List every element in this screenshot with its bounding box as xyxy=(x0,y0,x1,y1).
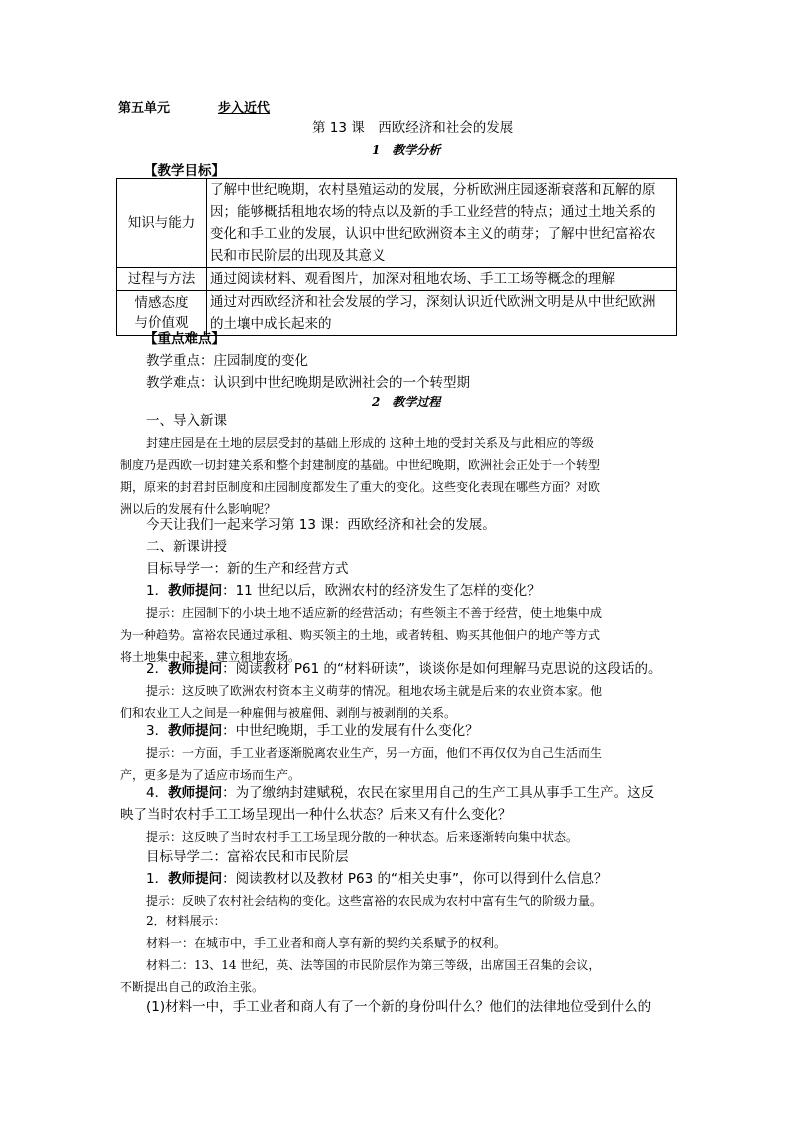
intro-line: 洲以后的发展有什么影响呢？ xyxy=(120,502,277,516)
goal-value-line: 民和市民阶层的出现及其意义 xyxy=(210,248,386,264)
answer-line: 提示：反映了农村社会结构的变化。这些富裕的农民成为农村中富有生气的阶级力量。 xyxy=(146,894,603,908)
table-row xyxy=(117,268,677,291)
difficult-point: 教学难点：认识到中世纪晚期是欧洲社会的一个转型期 xyxy=(146,375,470,391)
goal-key: 知识与能力 xyxy=(117,179,207,268)
goals-heading: 【教学目标】 xyxy=(144,163,225,179)
answer-line: 提示：这反映了欧洲农村资本主义萌芽的情况。租地农场主就是后来的农业资本家。他 xyxy=(146,684,603,698)
intro-line: 期，原来的封君封臣制度和庄园制度都发生了重大的变化。这些变化表现在哪些方面？对欧 xyxy=(120,480,601,494)
question-3 xyxy=(146,720,479,742)
material-two-line: 不断提出自己的政治主张。 xyxy=(120,980,265,994)
goal-value-line: 通过阅读材料、观看图片，加深对租地农场、手工工场等概念的理解 xyxy=(210,271,615,287)
section-analysis: 1 教学分析 xyxy=(372,143,441,157)
intro-line: 封建庄园是在土地的层层受封的基础上形成的 这种土地的受封关系及与此相应的等级 xyxy=(146,436,594,450)
intro-line: 制度乃是西欧一切封建关系和整个封建制度的基础。中世纪晚期，欧洲社会正处于一个转型 xyxy=(120,458,601,472)
lesson-title: 第 13 课 西欧经济和社会的发展 xyxy=(312,120,514,136)
goal-value-line: 变化和手工业的发展，认识中世纪欧洲资本主义的萌芽；了解中世纪富裕农 xyxy=(210,226,656,242)
question-text: ：阅读教材以及教材 P63 的“相关史事”，你可以得到什么信息？ xyxy=(222,871,608,887)
goal-value xyxy=(207,291,677,336)
question-label: 教师提问 xyxy=(168,785,223,801)
goal-key: 过程与方法 xyxy=(117,268,207,291)
goal-value-line: 了解中世纪晚期，农村垦殖运动的发展，分析欧洲庄园逐渐衰落和瓦解的原 xyxy=(210,182,656,198)
guide-one: 目标导学一：新的生产和经营方式 xyxy=(146,561,349,577)
question-1 xyxy=(146,580,541,602)
answer-line: 提示：一方面，手工业者逐渐脱离农业生产，另一方面，他们不再仅仅为自己生活而生 xyxy=(146,746,603,760)
material-show: 2．材料展示： xyxy=(146,914,226,928)
answer-line: 产，更多是为了适应市场而生产。 xyxy=(120,768,301,782)
intro-heading: 一、导入新课 xyxy=(146,413,227,429)
question-label: 教师提问 xyxy=(168,871,223,887)
answer-line: 提示：这反映了当时农村手工工场呈现分散的一种状态。后来逐渐转向集中状态。 xyxy=(146,830,579,844)
goal-value-line: 的土壤中成长起来的 xyxy=(210,316,332,332)
question-text: ：阅读教材 P61 的“材料研读”，谈谈你是如何理解马克思说的这段话的。 xyxy=(222,661,662,677)
question-num: 1． xyxy=(146,871,169,887)
guide-two: 目标导学二：富裕农民和市民阶层 xyxy=(146,849,349,865)
key-point: 教学重点：庄园制度的变化 xyxy=(146,353,308,369)
question-text: ：11 世纪以后，欧洲农村的经济发生了怎样的变化？ xyxy=(222,583,541,599)
question-num: 3． xyxy=(146,723,169,739)
new-heading: 二、新课讲授 xyxy=(146,539,227,555)
question-5 xyxy=(146,868,607,890)
question-text: ：中世纪晚期，手工业的发展有什么变化？ xyxy=(222,723,479,739)
question-label: 教师提问 xyxy=(168,723,223,739)
goal-value xyxy=(207,179,677,268)
material-two-line: 材料二：13、14 世纪，英、法等国的市民阶层作为第三等级，出席国王召集的会议， xyxy=(146,958,601,972)
question-4 xyxy=(146,782,654,804)
answer-line: 将土地集中起来，建立租地农场。 xyxy=(120,650,301,664)
question-text: ：为了缴纳封建赋税，农民在家里用自己的生产工具从事手工生产。这反 xyxy=(222,785,655,801)
question-label: 教师提问 xyxy=(168,661,223,677)
answer-line: 为一种趋势。富裕农民通过承租、购买领主的土地，或者转租、购买其他佃户的地产等方式 xyxy=(120,628,601,642)
goal-key-line: 情感态度 xyxy=(134,295,189,311)
question-4-line2: 映了当时农村手工工场呈现出一种什么状态？后来又有什么变化？ xyxy=(120,807,512,823)
goals-table xyxy=(116,178,677,336)
section-process: 2 教学过程 xyxy=(372,395,441,409)
goal-value-line: 通过对西欧经济和社会发展的学习，深刻认识近代欧洲文明是从中世纪欧洲 xyxy=(210,294,656,310)
unit-title: 步入近代 xyxy=(218,101,271,116)
goal-value-line: 因；能够概括租地农场的特点以及新的手工业经营的特点；通过土地关系的 xyxy=(210,204,656,220)
goal-value xyxy=(207,268,677,291)
question-num: 1． xyxy=(146,583,169,599)
answer-line: 提示：庄园制下的小块土地不适应新的经营活动；有些领主不善于经营，使土地集中成 xyxy=(146,606,603,620)
unit-label: 第五单元 xyxy=(118,101,171,116)
material-one: 材料一：在城市中，手工业者和商人享有新的契约关系赋予的权利。 xyxy=(146,936,507,950)
goal-key-line: 与价值观 xyxy=(134,315,189,331)
question-num: 2． xyxy=(146,661,169,677)
today-line: 今天让我们一起来学习第 13 课：西欧经济和社会的发展。 xyxy=(146,517,496,533)
question-num: 4． xyxy=(146,785,169,801)
key-heading: 【重点难点】 xyxy=(144,331,225,347)
question-label: 教师提问 xyxy=(168,583,223,599)
table-row xyxy=(117,179,677,268)
answer-line: 们和农业工人之间是一种雇佣与被雇佣、剥削与被剥削的关系。 xyxy=(120,706,457,720)
question-2 xyxy=(146,658,661,680)
material-question-1: (1)材料一中，手工业者和商人有了一个新的身份叫什么？他们的法律地位受到什么的 xyxy=(146,999,652,1015)
